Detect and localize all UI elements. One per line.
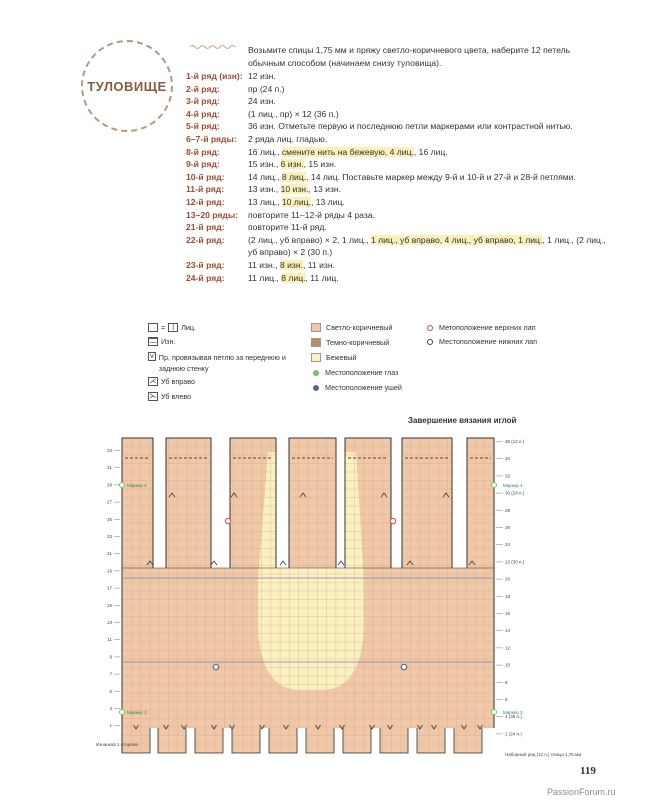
instruction-text: 15 изн., [248,159,281,170]
bottom-tab-fill [232,728,260,753]
instruction-text: , 1 лиц., (2 лиц., уб вправо) × 2 (30 п.) [248,234,606,258]
instruction-text: 24 изн. [248,96,276,107]
row-label: 23-й ряд: [186,259,225,270]
row-number-left: 17 [106,585,112,591]
row-number-right: 8 [505,679,508,685]
highlighted-instruction: 6 изн. [280,159,304,170]
instruction-text: , 13 лиц. [310,196,345,207]
purl-bar-symbol-icon: | [168,323,178,332]
instruction-text: 16 лиц., [248,146,282,157]
highlighted-instruction: 8 лиц. [281,272,306,283]
row-number-right: 6 [505,697,508,702]
row-number-left: 15 [106,602,112,608]
decrease-left-symbol-icon: ⋋ [149,393,157,400]
lower-paw-circle-icon [213,664,218,669]
marker-label: Маркер 4 [503,483,523,488]
legend-label: Темно-коричневый [326,338,390,347]
gap-notch [276,436,289,568]
highlighted-instruction: 8 изн. [279,259,304,270]
row-number-left: 33 [106,448,112,453]
bottom-gap-notch [260,728,269,755]
legend-label: Уб вправо [161,377,195,386]
instruction-text: (2 лиц., уб вправо) × 2, 1 лиц., [248,234,371,245]
row-number-left: 1 [109,723,112,729]
legend-label: Бежевый [326,353,357,362]
highlighted-instruction: 10 изн. [280,184,309,195]
instruction-text: повторите 11-й ряд. [248,222,327,233]
bottom-gap-notch [408,728,417,755]
row-label: 24-й ряд: [186,272,225,283]
marker-label: Маркер 4 [127,483,147,488]
legend-label: Местоположение глаз [325,368,399,377]
bottom-gap-notch [297,728,306,755]
gap-notch [452,436,467,568]
row-number-left: 5 [109,688,112,694]
bottom-tab-fill [343,728,371,753]
row-number-left: 25 [106,516,112,522]
bottom-left-note: Изнанкой 1 сторона [96,742,138,747]
row-label: 10-й ряд: [186,171,225,182]
row-label: 5-й ряд: [186,121,220,132]
row-number-right: 12 [505,645,511,651]
increase-symbol-icon: v [148,352,156,361]
instruction-text: , 14 лиц. Поставьте маркер между 9-й и 10-й и 27-й и 28-й петлями. [306,171,576,182]
row-number-right: 32 [505,473,511,479]
row-label: 4-й ряд: [186,108,220,119]
instruction-text: 36 изн. Отметьте первую и последнюю петли маркерами или контрастной нитью. [248,121,573,132]
instruction-text: , 11 изн. [303,259,335,270]
row-number-right: 30 (24 п.) [505,490,525,496]
gap-notch [211,436,230,568]
row-number-right: 20 [505,576,511,582]
row-number-right: 18 [505,593,511,599]
row-label: 22-й ряд: [186,234,225,245]
bottom-gap-notch [223,728,232,755]
highlighted-instruction: 8 лиц. [281,171,307,182]
bottom-tab-fill [269,728,297,753]
purl-symbol-icon: — [149,339,157,346]
gap-notch [336,436,345,568]
instruction-text: 11 изн., [248,259,280,270]
chart-title: Завершение вязания иглой [408,416,517,425]
legend-label: Метоположение верхних лап [439,323,536,332]
row-number-left: 21 [106,551,112,557]
row-number-right: 2 (24 п.) [505,731,522,737]
decrease-right-symbol-icon: ⋌ [149,378,157,385]
row-label: 11-й ряд: [186,184,225,195]
instruction-text: 11 лиц., [248,272,282,283]
instruction-text: , 11 лиц. [305,272,339,283]
legend-knit: = | Лиц. [148,323,196,332]
section-title: ТУЛОВИЩЕ [87,78,167,94]
row-number-right: 34 [505,456,511,462]
instruction-text: 13 лиц., [248,196,282,207]
instruction-text: повторите 11–12-й ряды 4 раза. [248,209,375,220]
row-number-right: 16 [505,611,511,616]
row-label: 1-й ряд (изн): [186,71,243,81]
row-label: 21-й ряд: [186,222,225,233]
row-label: 3-й ряд: [186,96,220,107]
row-label: 13–20 ряды: [186,209,239,220]
bottom-gap-notch [482,728,494,755]
marker-circle-icon [120,483,125,488]
row-number-left: 19 [106,568,112,574]
row-number-right: 36 (12 п.) [505,439,525,444]
bottom-tab-fill [158,728,186,753]
legend-label: Местоположение ушей [325,383,402,392]
bottom-tab-fill [380,728,408,753]
bottom-gap-notch [186,728,195,755]
row-number-right: 22 (30 п.) [505,559,525,565]
row-number-left: 27 [106,499,112,505]
row-label: 6–7-й ряды: [186,133,237,144]
row-number-left: 9 [109,654,112,660]
row-number-right: 4 (36 п.) [505,714,522,720]
instruction-text: 13 изн., [248,184,281,195]
marker-label: Маркер 3 [127,710,147,715]
bottom-tab-fill [195,728,223,753]
highlighted-instruction: 1 лиц., уб вправо, 4 лиц., уб вправо, 1 лиц. [370,234,543,245]
upper-paw-circle-icon [390,518,395,523]
highlighted-instruction: смените нить на бежевую, 4 лиц. [281,146,414,157]
legend-label: Лиц. [181,323,197,332]
instruction-text: 2 ряда лиц. гладью. [248,133,328,144]
row-number-left: 13 [106,620,112,625]
legend-label: Уб влево [161,392,192,401]
row-label: 12-й ряд: [186,196,225,207]
row-number-left: 3 [109,706,112,711]
marker-circle-icon [120,710,125,715]
bottom-gap-notch [334,728,343,755]
bottom-gap-notch [371,728,380,755]
legend-label: Местоположение нижних лап [439,337,538,346]
marker-circle-icon [492,710,497,715]
instruction-text: , 13 изн. [308,184,342,195]
watermark: PassionForum.ru [547,787,616,797]
bottom-gap-notch [445,728,454,755]
row-label: 8-й ряд: [186,146,220,157]
row-number-right: 26 [505,525,511,530]
row-number-right: 10 [505,662,511,668]
bottom-tab-fill [306,728,334,753]
gap-notch [153,436,166,568]
row-number-left: 31 [106,465,112,471]
bottom-tab-fill [417,728,445,753]
row-number-right: 28 [505,507,511,513]
marker-label: Маркер 3 [503,710,523,715]
bottom-gap-notch [150,728,158,755]
row-number-left: 23 [106,534,112,539]
row-number-right: 24 [505,542,511,548]
instruction-text: пр (24 п.) [248,83,285,94]
row-number-left: 29 [106,482,112,488]
upper-paw-circle-icon [225,518,230,523]
instruction-text: (1 лиц., пр) × 12 (36 п.) [248,108,339,119]
highlighted-instruction: 10 лиц. [281,196,311,207]
intro-text: Возьмите спицы 1,75 мм и пряжу светло-коричневого цвета, наберите 12 петель обычным способом (начинаем снизу туловища). [248,45,571,68]
page-number: 119 [580,765,596,777]
instruction-text: , 16 лиц. [413,146,448,157]
bottom-tab-fill [454,728,482,753]
instruction-text: , 15 изн. [303,159,337,170]
bottom-tab-fill [122,728,150,753]
row-number-left: 7 [109,671,112,677]
legend-label: Светло-коричневый [326,323,393,332]
marker-circle-icon [492,483,497,488]
legend-label: Пр, провязывая петлю за переднюю и заднюю стенку [158,353,286,373]
instruction-text: 14 лиц., [248,171,282,182]
row-label: 2-й ряд: [186,83,220,94]
bottom-right-note: Наборный ряд (12 п.) спицы 1,75 мм [505,752,582,757]
row-number-left: 11 [107,637,112,643]
row-number-right: 14 [505,628,511,634]
lower-paw-circle-icon [401,664,406,669]
legend-label: Изн. [161,337,176,346]
gap-notch [391,436,402,568]
instruction-text: 12 изн. [248,71,276,81]
row-label: 9-й ряд: [186,159,220,170]
